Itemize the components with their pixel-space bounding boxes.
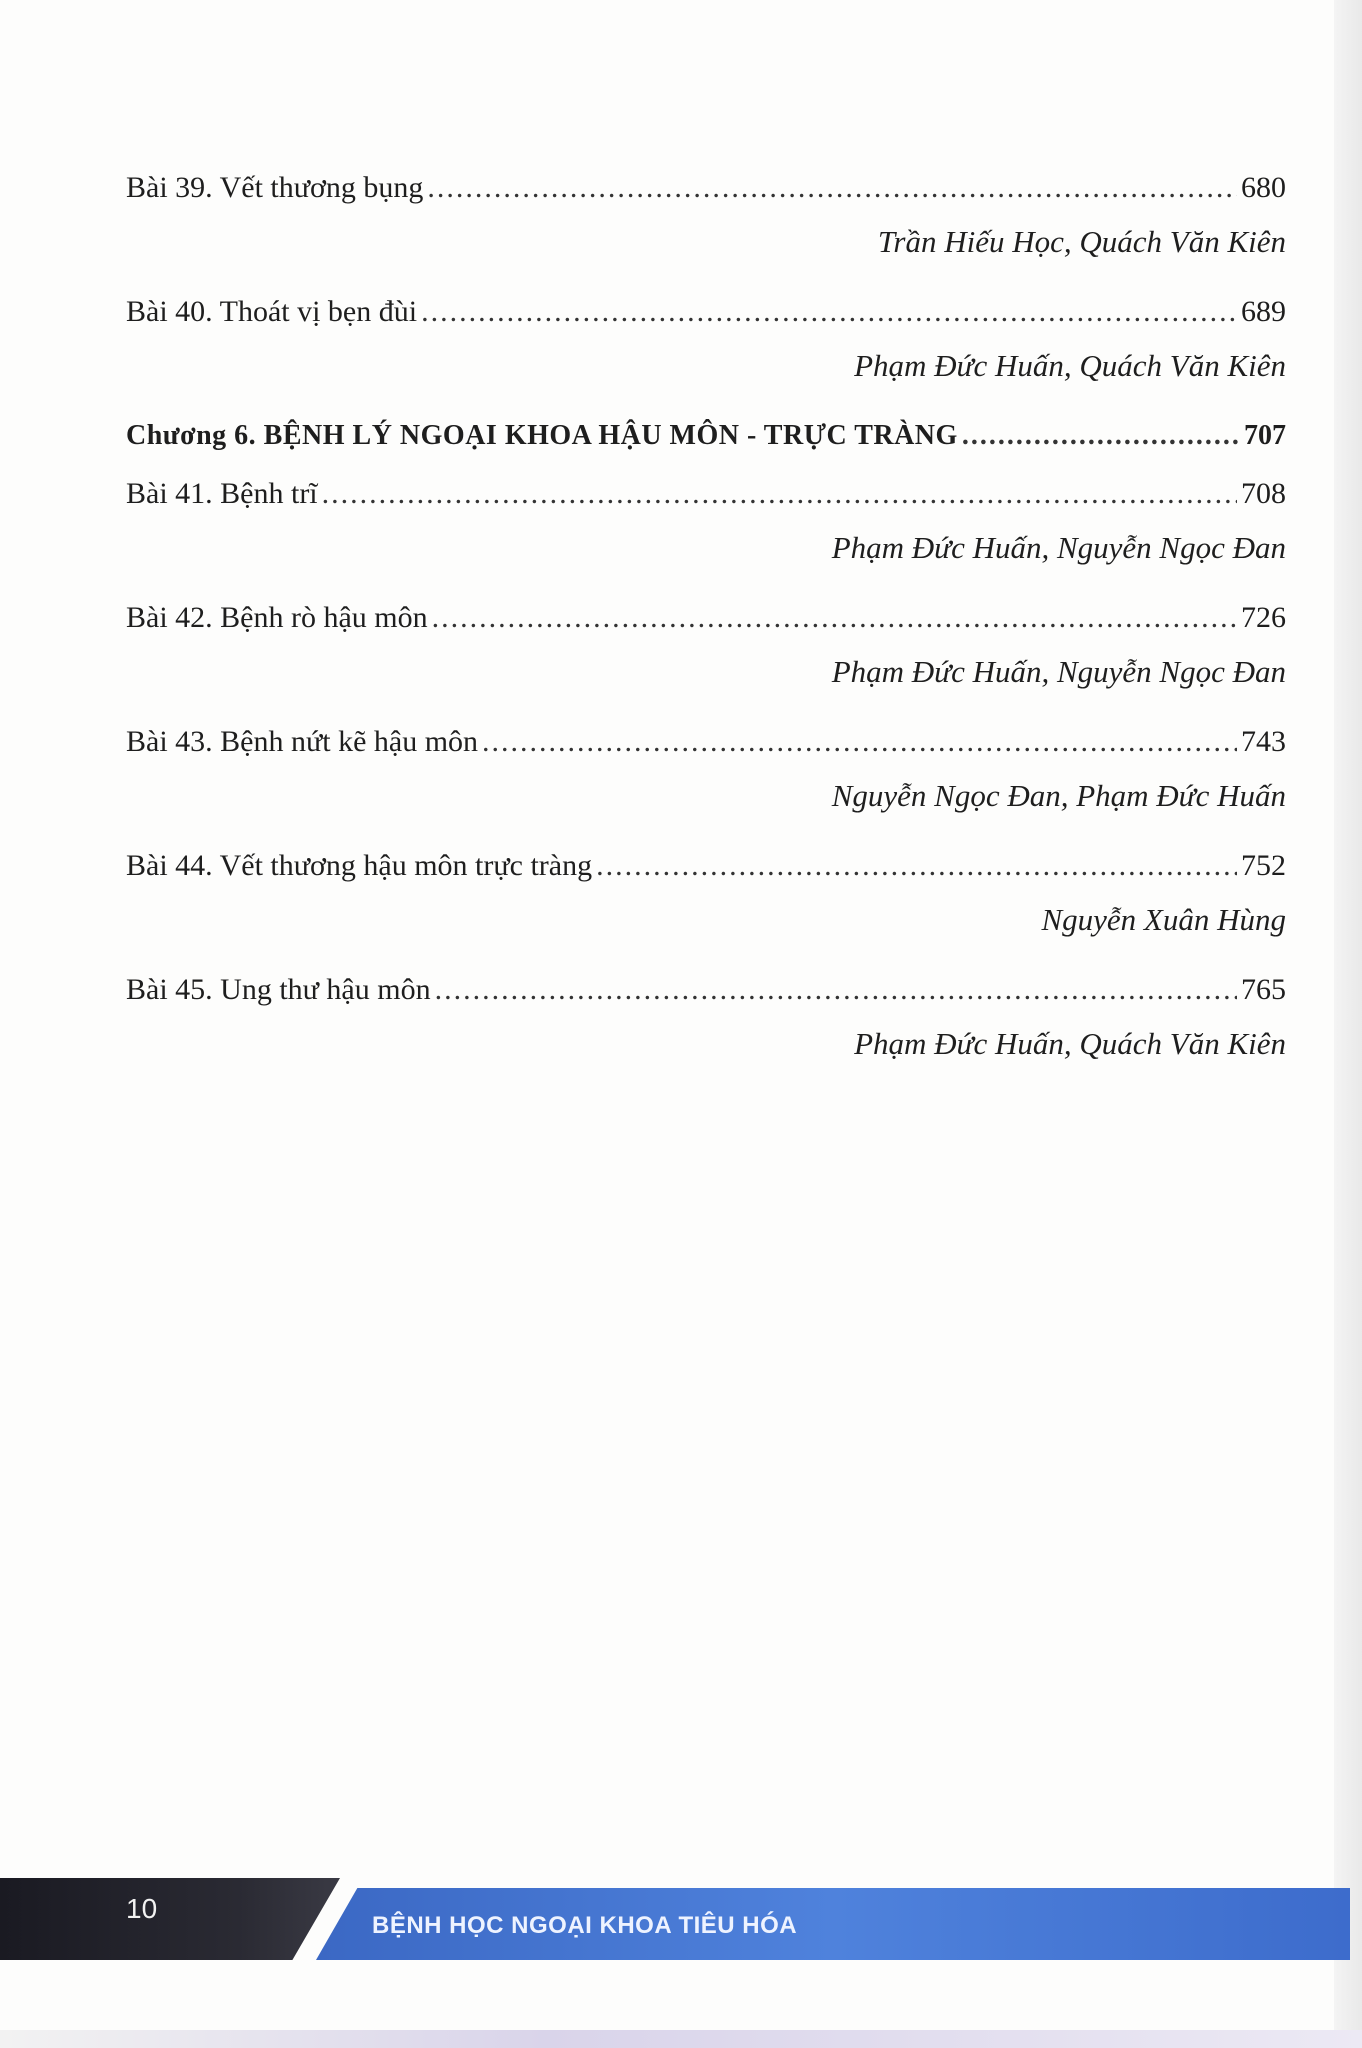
page-edge bbox=[1334, 0, 1362, 2048]
toc-entry-40 bbox=[126, 292, 1286, 332]
toc-entry-authors: Nguyễn Xuân Hùng bbox=[1041, 902, 1286, 937]
dot-leader bbox=[435, 970, 1237, 1010]
footer-book-title: BỆNH HỌC NGOẠI KHOA TIÊU HÓA bbox=[372, 1912, 798, 1939]
footer-page-band bbox=[0, 1878, 340, 1960]
toc-entry-authors: Phạm Đức Huấn, Nguyễn Ngọc Đan bbox=[831, 654, 1286, 689]
dot-leader bbox=[962, 416, 1240, 456]
bottom-strip bbox=[0, 2030, 1362, 2048]
toc-entry-42 bbox=[126, 598, 1286, 638]
toc-entry-authors: Nguyễn Ngọc Đan, Phạm Đức Huấn bbox=[831, 778, 1286, 813]
toc-entry-39 bbox=[126, 168, 1286, 208]
toc-entry-page: 743 bbox=[1241, 725, 1286, 758]
toc-entry-title: Bài 44. Vết thương hậu môn trực tràng bbox=[126, 849, 593, 882]
toc-entry-title: Bài 40. Thoát vị bẹn đùi bbox=[126, 295, 418, 328]
dot-leader bbox=[322, 474, 1237, 514]
toc-entry-title: Bài 41. Bệnh trĩ bbox=[126, 477, 318, 510]
toc-entry-title: Bài 39. Vết thương bụng bbox=[126, 171, 424, 204]
toc-entry-title: Bài 43. Bệnh nứt kẽ hậu môn bbox=[126, 725, 479, 758]
toc-entry-authors: Phạm Đức Huấn, Nguyễn Ngọc Đan bbox=[831, 530, 1286, 565]
toc-entry-page: 708 bbox=[1241, 477, 1286, 510]
toc-entry-page: 752 bbox=[1241, 849, 1286, 882]
page-number: 10 bbox=[126, 1893, 158, 1924]
toc-entry-title: Bài 45. Ung thư hậu môn bbox=[126, 973, 431, 1006]
toc-chapter-page: 707 bbox=[1244, 420, 1286, 451]
toc-chapter-title: Chương 6. BỆNH LÝ NGOẠI KHOA HẬU MÔN - TRỰC TRÀNG bbox=[126, 420, 958, 451]
toc-entry-page: 765 bbox=[1241, 973, 1286, 1006]
toc-entry-page: 680 bbox=[1241, 171, 1286, 204]
toc-chapter-6 bbox=[126, 416, 1286, 456]
dot-leader bbox=[427, 168, 1237, 208]
toc-entry-authors: Phạm Đức Huấn, Quách Văn Kiên bbox=[854, 348, 1286, 383]
toc-entry-authors: Phạm Đức Huấn, Quách Văn Kiên bbox=[854, 1026, 1286, 1061]
dot-leader bbox=[596, 846, 1237, 886]
toc-entry-page: 726 bbox=[1241, 601, 1286, 634]
toc-entry-title: Bài 42. Bệnh rò hậu môn bbox=[126, 601, 428, 634]
dot-leader bbox=[432, 598, 1237, 638]
toc-entry-page: 689 bbox=[1241, 295, 1286, 328]
dot-leader bbox=[421, 292, 1237, 332]
toc-entry-44 bbox=[126, 846, 1286, 886]
dot-leader bbox=[482, 722, 1237, 762]
table-of-contents bbox=[126, 168, 1286, 1094]
toc-entry-45 bbox=[126, 970, 1286, 1010]
toc-entry-authors: Trần Hiếu Học, Quách Văn Kiên bbox=[877, 224, 1286, 259]
toc-entry-43 bbox=[126, 722, 1286, 762]
toc-entry-41 bbox=[126, 474, 1286, 514]
